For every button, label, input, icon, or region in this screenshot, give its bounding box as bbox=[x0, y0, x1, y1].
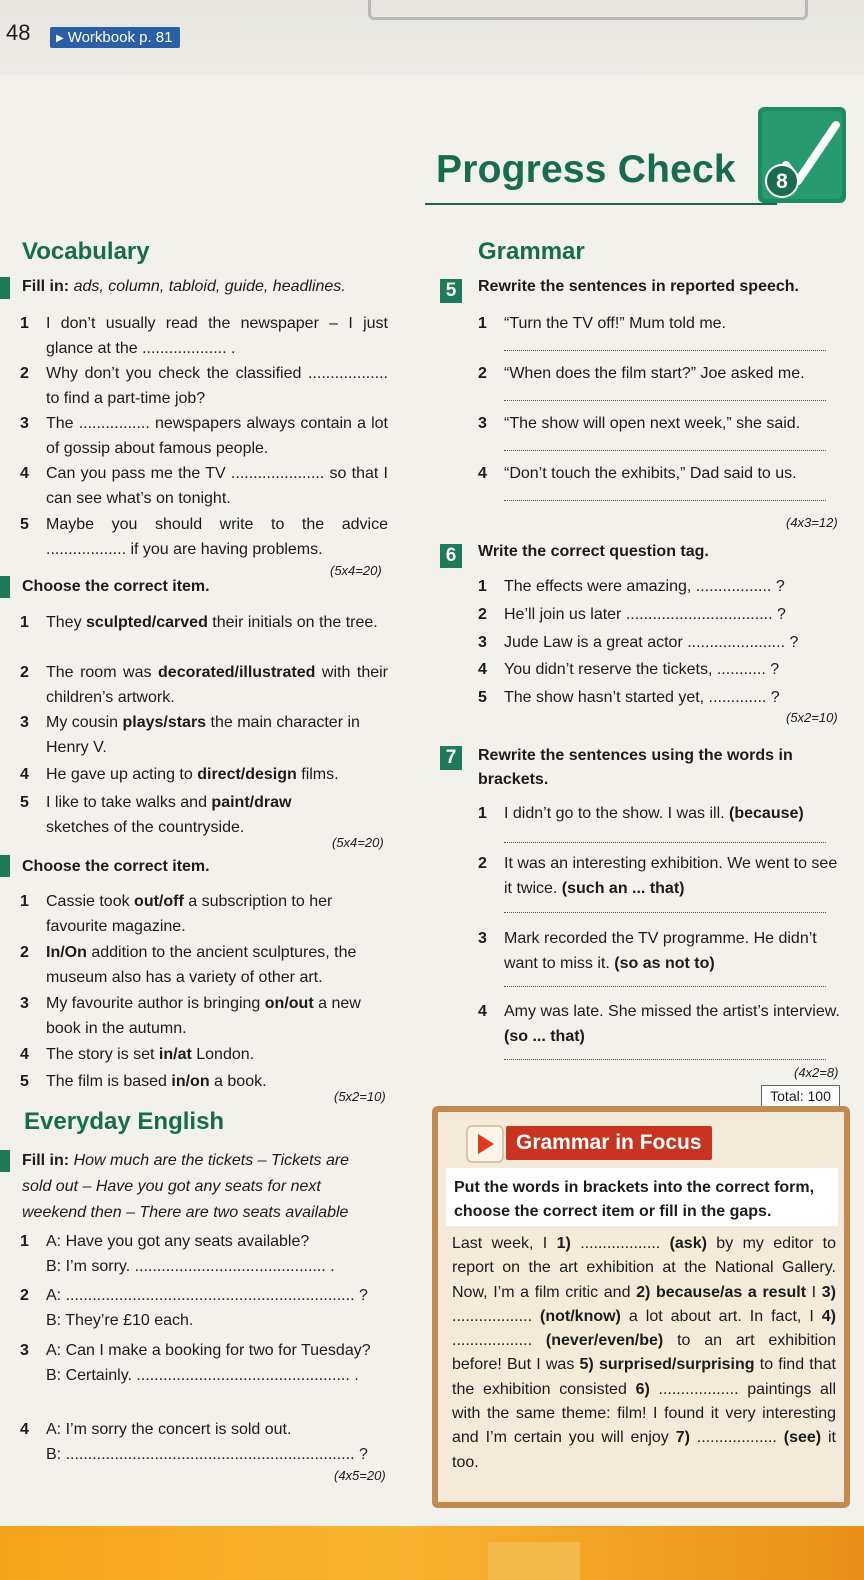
grammar-ex7-item-2: 2 It was an interesting exhibition. We went to see it twice. (such an ... that) bbox=[478, 855, 838, 897]
exercise-6-number: 6 bbox=[440, 544, 462, 568]
grammar-ex6-item-2: 2 He’ll join us later ................................. ? bbox=[478, 606, 786, 623]
vocab-ex2-item-5: 5 I like to take walks and paint/draw sketches of the countryside. bbox=[20, 794, 292, 836]
answer-line[interactable] bbox=[504, 986, 826, 987]
answer-line[interactable] bbox=[504, 1059, 826, 1060]
answer-line[interactable] bbox=[504, 912, 826, 913]
vocab-ex2-item-4: 4 He gave up acting to direct/design films. bbox=[20, 766, 339, 783]
exercise-1-instruction: Fill in: ads, column, tabloid, guide, headlines. bbox=[22, 278, 346, 295]
progress-check-badge-icon bbox=[758, 107, 846, 203]
workbook-reference[interactable]: ▶ Workbook p. 81 bbox=[50, 27, 180, 48]
footer-tab bbox=[488, 1542, 580, 1580]
vocab-ex1-item-1: 1 I don’t usually read the newspaper – I just glance at the ................... . bbox=[20, 315, 388, 357]
grammar-ex6-item-5: 5 The show hasn’t started yet, ............. ? bbox=[478, 689, 780, 706]
grammar-ex5-item-3: 3 “The show will open next week,” she said. bbox=[478, 415, 801, 432]
grammar-ex7-score: (4x2=8) bbox=[794, 1065, 839, 1080]
title-underline bbox=[425, 203, 777, 205]
exercise-3-marker bbox=[0, 855, 10, 877]
everyday-score: (4x5=20) bbox=[334, 1468, 386, 1483]
exercise-4-marker bbox=[0, 1150, 10, 1172]
page-title: Progress Check bbox=[436, 148, 736, 191]
grammar-ex6-item-3: 3 Jude Law is a great actor ...................... ? bbox=[478, 634, 799, 651]
grammar-in-focus-instruction: Put the words in brackets into the correct form, choose the correct item or fill in the gaps. bbox=[454, 1179, 815, 1220]
everyday-english-title: Everyday English bbox=[24, 1108, 225, 1135]
exercise-5-number: 5 bbox=[440, 279, 462, 303]
everyday-item-1: 1 A: Have you got any seats available? B: I’m sorry. ........................................... . bbox=[20, 1233, 335, 1275]
grammar-ex7-item-4: 4 Amy was late. She missed the artist’s interview. (so ... that) bbox=[478, 1003, 840, 1045]
exercise-1-marker bbox=[0, 277, 10, 299]
grammar-ex6-item-4: 4 You didn’t reserve the tickets, ........... ? bbox=[478, 661, 780, 678]
exercise-2-instruction: Choose the correct item. bbox=[22, 578, 210, 595]
vocab-ex1-item-3: 3 The ................ newspapers always contain a lot of gossip about famous people. bbox=[20, 415, 388, 457]
answer-line[interactable] bbox=[504, 500, 826, 501]
answer-line[interactable] bbox=[504, 400, 826, 401]
badge-number: 8 bbox=[776, 170, 788, 193]
vocab-ex2-item-1: 1 They sculpted/carved their initials on the tree. bbox=[20, 614, 378, 631]
vocab-ex3-item-1: 1 Cassie took out/off a subscription to her favourite magazine. bbox=[20, 893, 333, 935]
answer-line[interactable] bbox=[504, 842, 826, 843]
vocab-ex2-score: (5x4=20) bbox=[332, 835, 384, 850]
vocab-ex1-score: (5x4=20) bbox=[330, 563, 382, 578]
answer-line[interactable] bbox=[504, 450, 826, 451]
grammar-ex5-item-1: 1 “Turn the TV off!” Mum told me. bbox=[478, 315, 726, 332]
exercise-5-instruction: Rewrite the sentences in reported speech. bbox=[478, 278, 799, 295]
total-score-box: Total: 100 bbox=[761, 1085, 840, 1107]
vocabulary-title: Vocabulary bbox=[22, 238, 150, 265]
grammar-ex6-item-1: 1 The effects were amazing, ................. ? bbox=[478, 578, 785, 595]
grammar-in-focus-text: Last week, I 1) .................. (ask) by my editor to report on the art exhibition at the National Gallery. Now, I’m a film critic and 2) because/as a result I 3) .................. (not/know) a lot about art. In fact, I 4) .................. (never/even/be) to an art exhibition before! But I was 5) surprised/surprising to find that the exhibition consisted 6) .................. paintings all with the same theme: film! I found it very interesting and I’m certain you will enjoy 7) .................. (see) it too. bbox=[452, 1235, 837, 1471]
exercise-3-instruction: Choose the correct item. bbox=[22, 858, 210, 875]
vocab-ex3-item-2: 2 In/On addition to the ancient sculptures, the museum also has a variety of other art. bbox=[20, 944, 357, 986]
grammar-ex7-item-3: 3 Mark recorded the TV programme. He didn’t want to miss it. (so as not to) bbox=[478, 930, 817, 972]
vocab-ex2-item-2: 2 The room was decorated/illustrated with their children’s artwork. bbox=[20, 664, 389, 706]
footer-band bbox=[0, 1526, 864, 1580]
everyday-item-3: 3 A: Can I make a booking for two for Tuesday? B: Certainly. ................................................ . bbox=[20, 1342, 371, 1384]
vocab-ex1-item-2: 2 Why don’t you check the classified .................. to find a part-time job? bbox=[20, 365, 388, 407]
everyday-item-4: 4 A: I’m sorry the concert is sold out. B: ................................................................. ? bbox=[20, 1421, 368, 1463]
vocab-ex3-item-3: 3 My favourite author is bringing on/out a new book in the autumn. bbox=[20, 995, 361, 1037]
vocab-ex3-score: (5x2=10) bbox=[334, 1089, 386, 1104]
exercise-6-instruction: Write the correct question tag. bbox=[478, 543, 709, 560]
grammar-in-focus-title: Grammar in Focus bbox=[506, 1126, 712, 1160]
vocab-ex2-item-3: 3 My cousin plays/stars the main character in Henry V. bbox=[20, 714, 360, 756]
vocab-ex3-item-4: 4 The story is set in/at London. bbox=[20, 1046, 255, 1063]
grammar-title: Grammar bbox=[478, 238, 585, 265]
everyday-item-2: 2 A: ................................................................. ? B: They’re £10 each. bbox=[20, 1287, 368, 1329]
top-frame bbox=[368, 0, 808, 20]
exercise-2-marker bbox=[0, 576, 10, 598]
page-number: 48 bbox=[6, 20, 31, 45]
vocab-ex1-item-5: 5 Maybe you should write to the advice .................. if you are having problems. bbox=[20, 516, 388, 558]
everyday-english-instruction: Fill in: How much are the tickets – Tickets are sold out – Have you got any seats for next weekend then – There are two seats available bbox=[22, 1152, 350, 1221]
grammar-ex5-score: (4x3=12) bbox=[786, 515, 838, 530]
answer-line[interactable] bbox=[504, 350, 826, 351]
play-arrow-icon bbox=[466, 1125, 504, 1163]
vocab-ex1-item-4: 4 Can you pass me the TV ..................... so that I can see what’s on tonight. bbox=[20, 465, 388, 507]
vocab-ex3-item-5: 5 The film is based in/on a book. bbox=[20, 1073, 267, 1090]
grammar-ex5-item-2: 2 “When does the film start?” Joe asked me. bbox=[478, 365, 805, 382]
exercise-7-number: 7 bbox=[440, 746, 462, 770]
exercise-7-instruction: Rewrite the sentences using the words in brackets. bbox=[478, 747, 793, 788]
grammar-ex6-score: (5x2=10) bbox=[786, 710, 838, 725]
grammar-ex5-item-4: 4 “Don’t touch the exhibits,” Dad said to us. bbox=[478, 465, 797, 482]
grammar-ex7-item-1: 1 I didn’t go to the show. I was ill. (because) bbox=[478, 805, 804, 822]
